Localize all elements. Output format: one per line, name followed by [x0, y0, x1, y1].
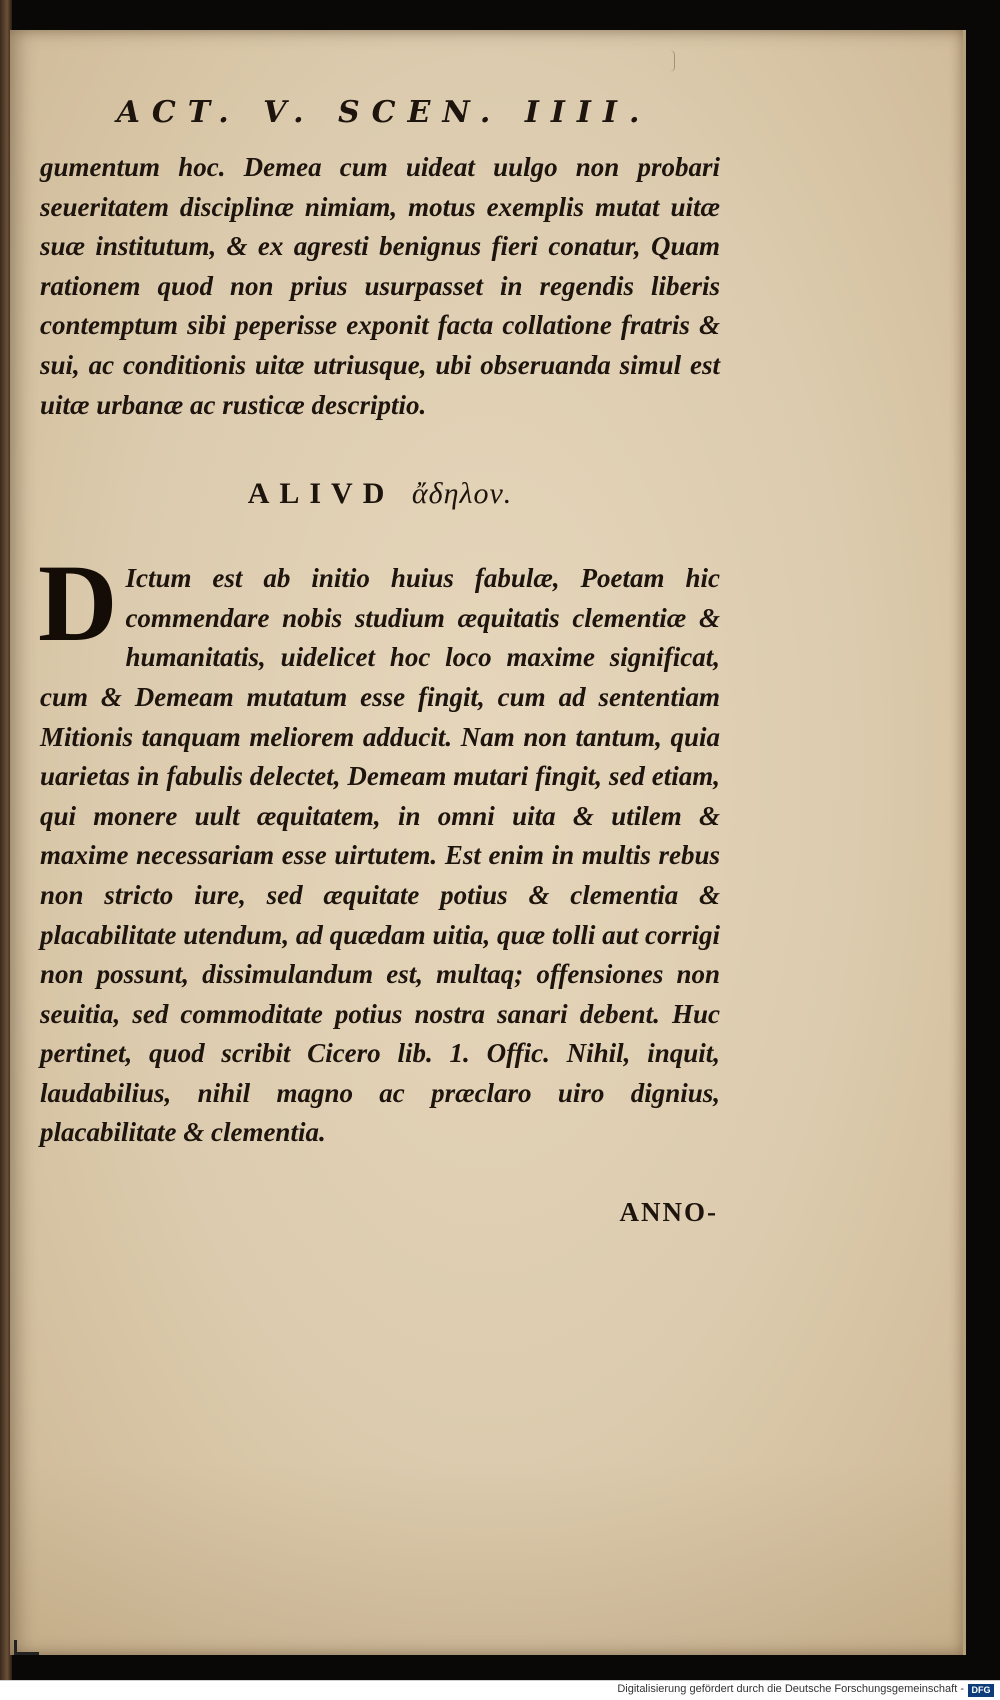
section-heading: [40, 477, 720, 511]
running-head: ACT. V. SCEN. IIII.: [116, 95, 652, 130]
section-title-greek: ἄδηλον.: [411, 477, 513, 511]
page-content: [40, 95, 720, 1228]
commentary-paragraph: Ictum est ab initio huius fabulæ, Poetam hic commendare nobis studium æquitatis clementiæ & humanitatis, uidelicet hoc loco maxime significat, cum & Demeam mutatum esse fingit, cum ad sententiam Mitionis tanquam meliorem adducit. Nam non tantum, quia uarietas in fabulis delectet, Demeam mutari fingit, sed etiam, qui monere uult æquitatem, in omni uita & utilem & maxime necessariam esse uirtutem. Est enim in multis rebus non stricto iure, sed æquitate potius & clementia & placabilitate utendum, ad quædam uitia, quæ tolli aut corrigi non possunt, dissimulandum est, multaq; offensiones non seuitia, sed commoditate potius nostra sanari debent. Huc pertinet, quod scribit Cicero lib. 1. Offic. Nihil, inquit, laudabilius, nihil magno ac præclaro uiro dignius, placabilitate & clementia.: [40, 563, 720, 1148]
dfg-logo: DFG: [968, 1684, 994, 1697]
argument-paragraph: gumentum hoc. Demea cum uideat uulgo non probari seueritatem disciplinæ nimiam, motus exemplis mutat uitæ suæ institutum, & ex agresti benignus fieri conatur, Quam rationem quod non prius usurpasset in regendis liberis contemptum sibi peperisse exponit facta collatione fratris & sui, ac conditionis uitæ utriusque, ubi obseruanda simul est uitæ urbanæ ac rusticæ descriptio.: [40, 152, 720, 420]
footer-credit: Digitalisierung gefördert durch die Deutsche Forschungsgemeinschaft -: [617, 1683, 964, 1695]
digitization-footer: [0, 1680, 1000, 1700]
drop-cap: D: [38, 542, 118, 665]
commentary-block: [38, 542, 720, 1153]
page-mark: [670, 50, 675, 72]
catchword: ANNO-: [619, 1197, 718, 1228]
section-title-latin: ALIVD: [247, 477, 395, 511]
scan-corner-mark: [14, 1640, 39, 1655]
